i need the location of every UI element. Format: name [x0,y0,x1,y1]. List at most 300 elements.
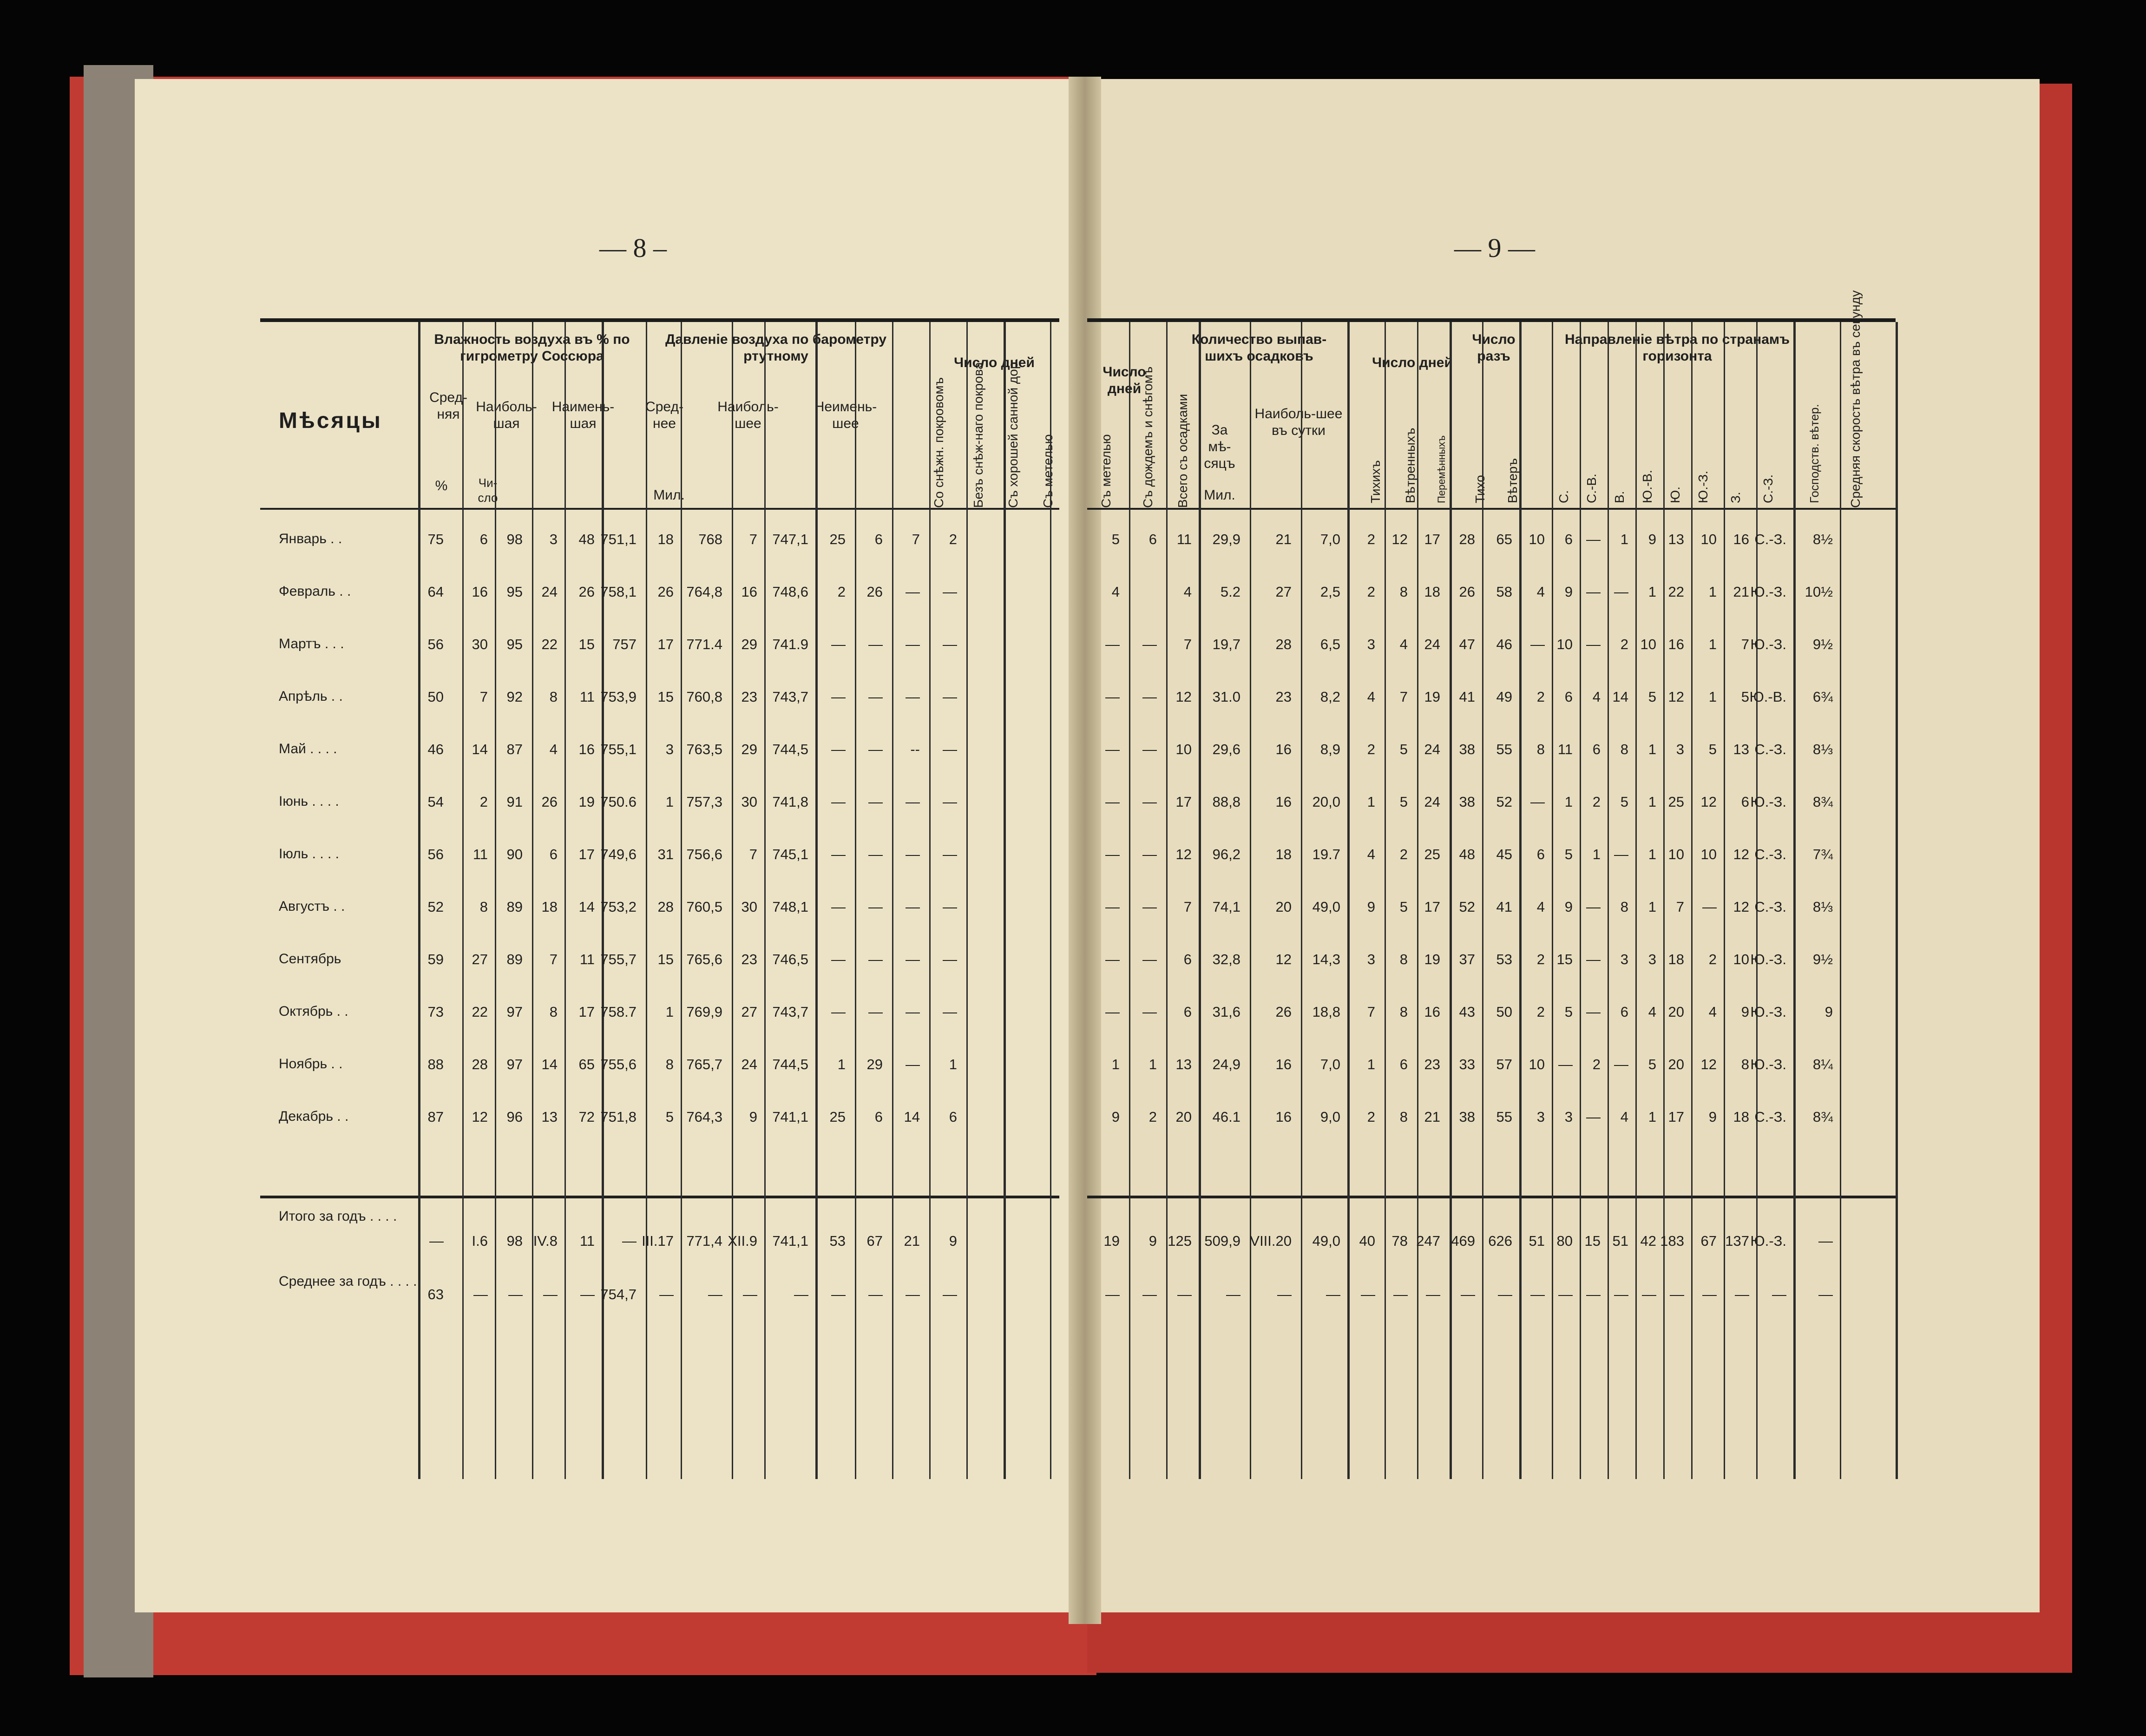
wind-direction-label: Ю.-З. [1696,470,1710,503]
table-cell: 97 [506,1004,523,1020]
table-cell: 757,3 [686,794,722,810]
table-cell: С.-З. [1754,899,1786,915]
table-cell: 57 [1496,1056,1512,1072]
table-cell: 19 [578,794,595,810]
days-group-header: Число дней [954,355,1035,370]
table-cell: 755,7 [600,951,637,967]
table-cell: 46 [427,741,444,757]
month-label: Февраль . . [279,584,351,599]
table-cell: 56 [427,636,444,652]
table-cell: 6 [1741,794,1749,810]
table-cell: — [831,636,846,652]
table-cell: — [906,951,920,967]
table-cell: 46 [1496,636,1512,652]
table-cell: 10 [1733,951,1749,967]
wind-count-header: Вѣтеръ [1505,458,1520,503]
table-cell: 757 [612,636,637,652]
table-cell: 763,5 [686,741,722,757]
table-cell: 5 [1648,1056,1656,1072]
table-cell: С.-З. [1754,741,1786,757]
table-cell: 1 [1648,584,1656,600]
table-cell: 55 [1496,1109,1512,1125]
wind-direction-label: Ю.-В. [1640,470,1654,503]
table-cell: 53 [1496,951,1512,967]
total-cell: 40 [1359,1233,1375,1249]
table-cell: 1 [1648,794,1656,810]
table-cell: 15 [578,636,595,652]
rain-snow-header: Съ дождемъ и снѣгомъ [1141,366,1155,508]
table-cell: — [1586,584,1601,600]
table-cell: 4 [549,741,558,757]
table-cell: 75 [427,531,444,547]
total-cell: I.6 [472,1233,488,1249]
table-cell: 750.6 [600,794,637,810]
table-cell: 2 [837,584,846,600]
table-cell: С.-З. [1754,846,1786,862]
table-cell: 89 [506,899,523,915]
table-cell: 760,8 [686,689,722,705]
table-cell: 8 [549,689,558,705]
table-cell: 6 [874,1109,883,1125]
table-cell: Ю.-З. [1750,584,1786,600]
total-cell: 19 [1103,1233,1120,1249]
table-cell: 5 [1620,794,1628,810]
average-cell: — [1735,1286,1749,1302]
table-cell: 744,5 [772,741,808,757]
table-cell: 7 [749,531,757,547]
table-cell: — [1586,1109,1601,1125]
table-cell: 748,1 [772,899,808,915]
table-cell: 1 [1648,899,1656,915]
table-cell: 4 [1183,584,1192,600]
table-cell: 27 [472,951,488,967]
table-cell: 1 [665,1004,674,1020]
table-cell: 2 [1367,1109,1375,1125]
table-cell: 6 [1399,1056,1408,1072]
table-cell: 4 [1648,1004,1656,1020]
table-cell: 14 [472,741,488,757]
table-cell: 15 [657,951,674,967]
table-cell: 6 [1183,951,1192,967]
table-cell: 24 [541,584,558,600]
table-cell: 14 [578,899,595,915]
total-cell: IV.8 [533,1233,558,1249]
table-cell: 741,1 [772,1109,808,1125]
average-cell: — [868,1286,883,1302]
table-cell: 9½ [1812,636,1833,652]
total-cell: 509,9 [1204,1233,1240,1249]
table-cell: Ю.-З. [1750,1004,1786,1020]
table-cell: 8 [1399,584,1408,600]
table-cell: 9 [1648,531,1656,547]
table-cell: 55 [1496,741,1512,757]
table-cell: 768 [698,531,722,547]
table-cell: 760,5 [686,899,722,915]
total-cell: — [429,1233,444,1249]
table-cell: 3 [549,531,558,547]
humidity-max-header: Наиболь-шая [476,399,537,431]
table-cell: 9,0 [1320,1109,1340,1125]
total-cell: 15 [1584,1233,1601,1249]
table-cell: -- [910,741,920,757]
table-cell: 764,8 [686,584,722,600]
total-cell: 137 [1725,1233,1749,1249]
table-cell: 20 [1668,1004,1684,1020]
prevailing-wind-header: Господств. вѣтер. [1807,404,1821,503]
average-cell: — [1642,1286,1656,1302]
table-cell: 12 [1391,531,1408,547]
table-cell: — [1105,846,1120,862]
table-cell: 5 [1399,899,1408,915]
table-cell: 753,2 [600,899,637,915]
table-cell: 88 [427,1056,444,1072]
table-cell: 6 [549,846,558,862]
wind-direction-label: Ю. [1668,486,1682,503]
table-cell: 29,9 [1212,531,1240,547]
table-cell: 10 [1529,531,1545,547]
table-cell: 2 [949,531,957,547]
total-cell: 741,1 [772,1233,808,1249]
table-cell: 4 [1536,899,1545,915]
table-cell: 95 [506,584,523,600]
table-cell: — [1586,899,1601,915]
table-cell: 25 [1424,846,1440,862]
table-cell: 4 [1367,846,1375,862]
average-cell: — [708,1286,722,1302]
table-cell: 10 [1175,741,1192,757]
table-cell: 23 [741,951,757,967]
table-cell: 7 [1183,899,1192,915]
blizzard-header: Съ метелью [1099,434,1113,508]
total-cell: 183 [1660,1233,1684,1249]
table-cell: 744,5 [772,1056,808,1072]
calm-count-header: Тихо [1473,475,1487,503]
total-cell: 67 [1700,1233,1717,1249]
table-cell: 20 [1175,1109,1192,1125]
average-cell: — [1177,1286,1192,1302]
table-cell: 758.7 [600,1004,637,1020]
average-cell: 754,7 [600,1286,637,1302]
average-cell: — [906,1286,920,1302]
table-cell: 5.2 [1220,584,1240,600]
table-cell: 8 [549,1004,558,1020]
table-cell: 20,0 [1312,794,1340,810]
pressure-min-header: Неимень-шее [814,399,877,431]
table-cell: — [868,741,883,757]
column-rule [966,322,968,1479]
table-cell: 7,0 [1320,1056,1340,1072]
table-cell: 4 [1399,636,1408,652]
total-cell: 11 [579,1233,595,1249]
table-cell: 6 [949,1109,957,1125]
total-cell: 21 [904,1233,920,1249]
table-cell: 25 [829,1109,846,1125]
table-cell: 8⅓ [1812,741,1833,757]
table-cell: 65 [578,1056,595,1072]
average-cell: — [831,1286,846,1302]
table-cell: — [1105,951,1120,967]
days-nosnow-header: Безъ снѣж-наго покрова [971,362,985,508]
table-cell: 30 [741,899,757,915]
table-cell: 12 [472,1109,488,1125]
table-cell: 743,7 [772,1004,808,1020]
table-cell: 7 [1399,689,1408,705]
total-cell: 78 [1391,1233,1408,1249]
unit-pct: % [435,478,448,493]
table-cell: 38 [1459,794,1475,810]
table-cell: 12 [1668,689,1684,705]
table-cell: — [943,794,957,810]
table-cell: 8 [1620,741,1628,757]
table-cell: 18 [1733,1109,1749,1125]
table-cell: — [1105,899,1120,915]
total-cell: 53 [829,1233,846,1249]
average-label: Среднее за годъ . . . . [279,1274,417,1289]
wind-speed-header: Средняя скорость вѣтра въ секунду [1848,290,1863,508]
average-cell: — [943,1286,957,1302]
table-cell: 14 [1612,689,1628,705]
table-cell: 17 [1424,531,1440,547]
table-cell: Ю.-З. [1750,1056,1786,1072]
table-cell: 13 [1668,531,1684,547]
table-cell: 6,5 [1320,636,1340,652]
table-cell: 9½ [1812,951,1833,967]
total-cell: — [622,1233,637,1249]
max-day-header: Наиболь-шее въ сутки [1254,406,1343,438]
table-cell: 6 [1564,689,1573,705]
days-snowcover-header: Со снѣжн. покровомъ [932,377,946,508]
table-cell: — [943,899,957,915]
unit-mil: Мил. [653,487,685,503]
table-cell: — [1142,689,1157,705]
table-cell: 37 [1459,951,1475,967]
table-cell: — [1530,636,1545,652]
table-cell: 19 [1424,689,1440,705]
table-cell: 11 [1557,741,1573,757]
total-cell: 247 [1416,1233,1440,1249]
table-cell: 756,6 [686,846,722,862]
table-cell: 3 [1564,1109,1573,1125]
table-cell: 18 [1275,846,1292,862]
table-cell: — [868,899,883,915]
table-cell: 8 [665,1056,674,1072]
table-cell: 769,9 [686,1004,722,1020]
table-cell: 1 [1708,584,1717,600]
table-cell: — [868,846,883,862]
table-cell: 741,8 [772,794,808,810]
days-cont-header: Число дней [1103,364,1146,396]
table-cell: 13 [1175,1056,1192,1072]
table-cell: — [943,846,957,862]
table-cell: 19,7 [1212,636,1240,652]
table-cell: 32,8 [1212,951,1240,967]
table-cell: 17 [578,1004,595,1020]
table-cell: 92 [506,689,523,705]
table-cell: 43 [1459,1004,1475,1020]
table-cell: — [1614,584,1628,600]
average-cell: — [1461,1286,1475,1302]
table-cell: 2 [1592,794,1601,810]
table-cell: 29 [741,636,757,652]
table-cell: 16 [1275,1056,1292,1072]
table-cell: 28 [657,899,674,915]
table-cell: — [1614,846,1628,862]
table-cell: 749,6 [600,846,637,862]
table-cell: 46.1 [1212,1109,1240,1125]
table-cell: 73 [427,1004,444,1020]
table-cell: 5 [665,1109,674,1125]
table-cell: — [1530,794,1545,810]
page-number-right: — 9 — [1454,233,1535,263]
table-cell: 8 [1399,951,1408,967]
table-cell: 747,1 [772,531,808,547]
table-cell: 49,0 [1312,899,1340,915]
table-cell: — [868,794,883,810]
month-label: Сентябрь [279,951,341,967]
table-cell: 9 [1564,584,1573,600]
table-cell: 52 [427,899,444,915]
table-cell: 2 [1367,531,1375,547]
total-cell: — [1818,1233,1833,1249]
table-cell: 8 [1741,1056,1749,1072]
precip-group-header: Количество выпав-шихъ осадковъ [1191,332,1327,364]
table-cell: 745,1 [772,846,808,862]
table-cell: 16 [1668,636,1684,652]
wind-direction-label: В. [1612,491,1627,503]
windy-days-header: Вѣтренныхъ [1403,427,1418,503]
average-cell: — [1530,1286,1545,1302]
month-label: Ноябрь . . [279,1056,343,1072]
table-cell: — [1142,794,1157,810]
table-cell: 8,9 [1320,741,1340,757]
table-cell: 9 [1111,1109,1120,1125]
table-cell: 59 [427,951,444,967]
table-cell: 16 [1424,1004,1440,1020]
table-cell: 743,7 [772,689,808,705]
month-label: Октябрь . . [279,1004,348,1019]
table-cell: 4 [1620,1109,1628,1125]
month-label: Іюнь . . . . [279,794,339,809]
table-cell: 23 [1275,689,1292,705]
total-cell: Ю.-З. [1750,1233,1786,1249]
table-cell: 26 [1459,584,1475,600]
table-cell: 21 [1424,1109,1440,1125]
average-cell: — [1361,1286,1375,1302]
table-cell: 16 [1275,741,1292,757]
table-cell: — [1105,689,1120,705]
table-cell: 38 [1459,1109,1475,1125]
months-header: Мѣсяцы [279,408,382,433]
table-cell: 16 [1275,794,1292,810]
table-cell: 98 [506,531,523,547]
average-cell: — [1558,1286,1573,1302]
table-cell: 26 [1275,1004,1292,1020]
table-cell: 21 [1733,584,1749,600]
table-cell: 74,1 [1212,899,1240,915]
average-cell: — [1393,1286,1408,1302]
table-cell: 33 [1459,1056,1475,1072]
table-cell: 8,2 [1320,689,1340,705]
table-cell: 1 [1708,636,1717,652]
month-label: Іюль . . . . [279,846,339,861]
table-cell: 12 [1700,1056,1717,1072]
average-cell: — [1105,1286,1120,1302]
table-cell: 748,6 [772,584,808,600]
table-cell: — [1105,794,1120,810]
table-cell: — [906,584,920,600]
table-cell: 9 [1708,1109,1717,1125]
table-cell: 10 [1529,1056,1545,1072]
table-cell: 12 [1733,899,1749,915]
table-cell: — [1105,741,1120,757]
table-cell: 1 [665,794,674,810]
table-cell: 91 [506,794,523,810]
average-cell: — [794,1286,808,1302]
table-cell: — [831,899,846,915]
table-cell: 6 [1183,1004,1192,1020]
table-cell: 2 [1148,1109,1157,1125]
table-cell: — [1586,951,1601,967]
table-cell: 9 [1564,899,1573,915]
table-cell: 7 [912,531,920,547]
table-cell: 8¾ [1812,794,1833,810]
precip-days-header: Всего съ осадками [1175,394,1190,508]
table-cell: 751,8 [600,1109,637,1125]
average-cell: — [1702,1286,1717,1302]
table-cell: 1 [1708,689,1717,705]
table-cell: 10 [1556,636,1573,652]
table-cell: 7 [479,689,488,705]
table-cell: 48 [578,531,595,547]
table-cell: — [831,689,846,705]
humidity-avg-header: Сред-няя [429,390,467,422]
average-cell: — [743,1286,757,1302]
average-cell: — [1426,1286,1440,1302]
table-cell: 26 [657,584,674,600]
table-cell: 3 [665,741,674,757]
total-cell: VIII.20 [1250,1233,1292,1249]
table-cell: 755,6 [600,1056,637,1072]
table-cell: 45 [1496,846,1512,862]
table-cell: 16 [472,584,488,600]
pressure-avg-header: Сред-нее [645,399,683,431]
table-cell: 15 [657,689,674,705]
average-cell: — [1326,1286,1340,1302]
table-cell: 2 [1536,689,1545,705]
table-cell: 2,5 [1320,584,1340,600]
table-cell: — [868,636,883,652]
total-cell: 42 [1640,1233,1656,1249]
month-label: Декабрь . . [279,1109,349,1124]
table-cell: 38 [1459,741,1475,757]
table-cell: 64 [427,584,444,600]
table-cell: 758,1 [600,584,637,600]
table-cell: 6 [874,531,883,547]
table-cell: 741.9 [772,636,808,652]
month-label: Мартъ . . . [279,636,344,651]
table-cell: 25 [829,531,846,547]
table-cell: 2 [1367,741,1375,757]
table-cell: 5 [1741,689,1749,705]
table-cell: 24 [1424,741,1440,757]
table-cell: 5 [1399,794,1408,810]
table-cell: 54 [427,794,444,810]
total-cell: 771,4 [686,1233,722,1249]
table-cell: 11 [579,689,595,705]
table-cell: 10 [1640,636,1656,652]
wind-direction-label: С.-З. [1761,474,1775,503]
table-cell: 18 [541,899,558,915]
